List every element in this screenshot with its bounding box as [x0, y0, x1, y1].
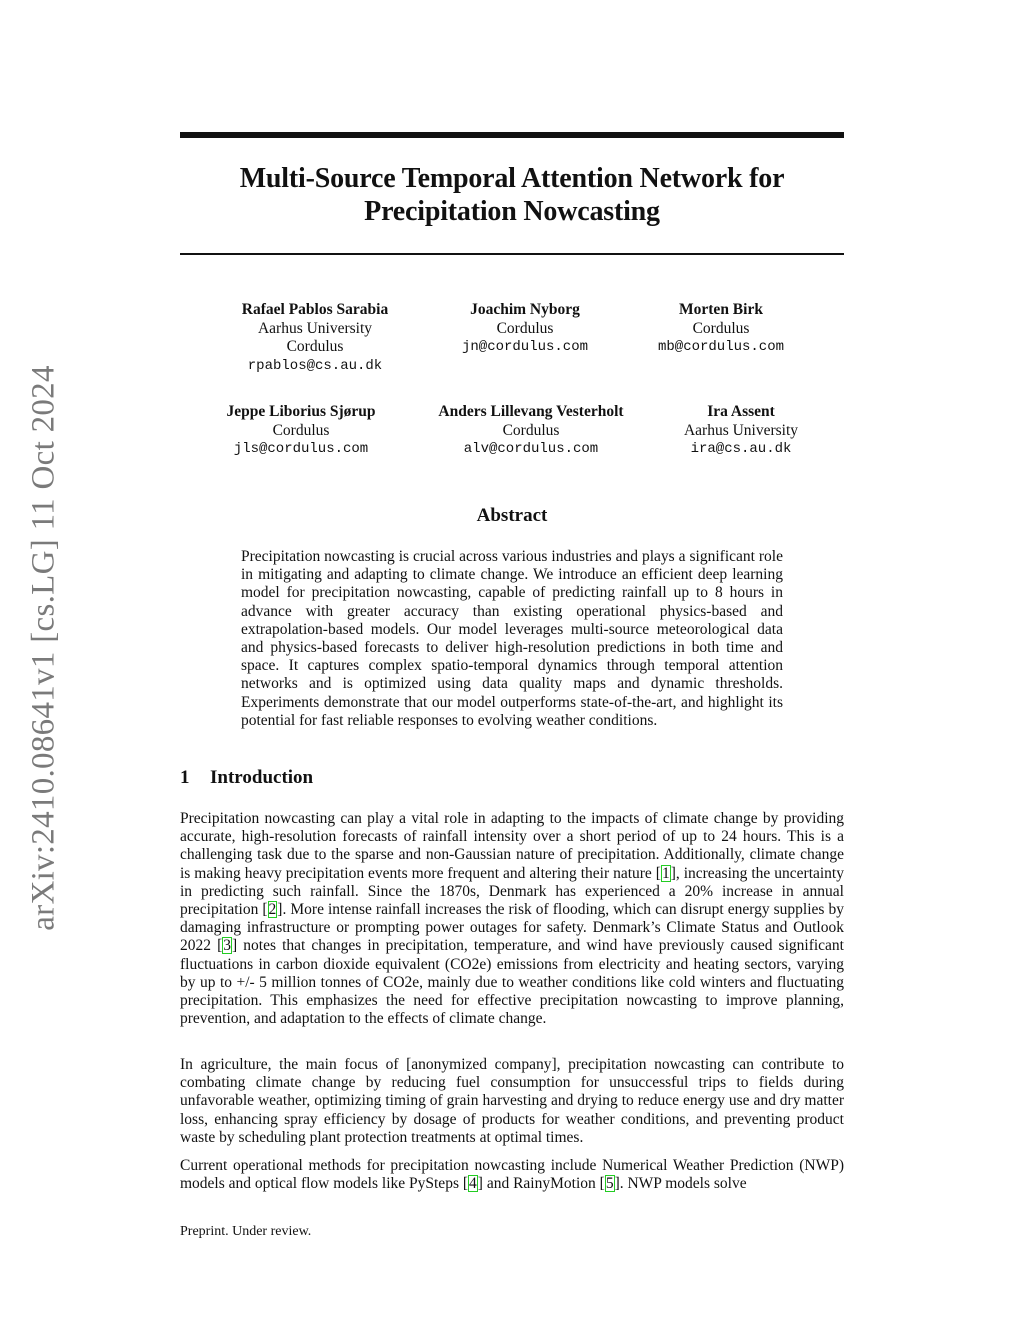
footer-note: Preprint. Under review. [180, 1224, 312, 1239]
section-title: Introduction [210, 767, 314, 788]
author-block [242, 301, 388, 375]
section-number: 1 [180, 767, 190, 788]
author-block [438, 403, 623, 459]
author-name: Ira Assent [707, 403, 775, 420]
author-name: Morten Birk [679, 301, 763, 318]
paragraph-text: , increasing the uncertainty in predicting such rainfall. Since the 1870s, Denmark has experienced a 20% increase in annual precipitation [180, 864, 844, 919]
arxiv-identifier: arXiv:2410.08641v1 [cs.LG] 11 Oct 2024 [25, 365, 62, 931]
author-name: Anders Lillevang Vesterholt [438, 403, 624, 420]
author-affiliation: Aarhus University [257, 319, 373, 337]
author-name: Jeppe Liborius Sjørup [226, 403, 376, 420]
paragraph-text: . NWP models solve [619, 1175, 747, 1193]
author-affiliation: Aarhus University [683, 421, 799, 439]
author-block [462, 301, 588, 357]
citation-link[interactable]: 4 [469, 1175, 477, 1193]
section-heading [180, 767, 313, 789]
intro-paragraph-3: Current operational methods for precipitation nowcasting include Numerical Weather Prediction (NWP) models and optical flow models like PySteps [4] and RainyMotion [5]. NWP models solve [180, 1157, 844, 1193]
paragraph-text: Precipitation nowcasting can play a vital role in adapting to the impacts of climate change by providing accurate, high-resolution forecasts of rainfall intensity over a short period of up to 24 hours. This is a challenging task due to the sparse and non-Gaussian nature of precipitation. Additionally, climate change is making heavy precipitation events more frequent and altering their nature [180, 810, 844, 882]
citation-link[interactable]: 3 [223, 937, 232, 955]
author-block [226, 403, 375, 459]
author-email[interactable]: jn@cordulus.com [461, 339, 589, 355]
citation-link[interactable]: 1 [661, 864, 670, 882]
author-affiliation: Cordulus [272, 421, 330, 439]
author-affiliation: Cordulus [496, 319, 554, 337]
author-email[interactable]: rpablos@cs.au.dk [247, 357, 383, 374]
citation-link[interactable]: 2 [268, 901, 277, 919]
title-top-rule [180, 132, 844, 138]
author-email[interactable]: alv@cordulus.com [463, 441, 599, 457]
paragraph-text: notes that changes in precipitation, temperature, and wind have previously caused significant fluctuations in carbon dioxide equivalent (CO2e) emissions from electricity and heating sectors, varying by up to +/- 5 million tonnes of CO2e, mainly due to weather conditions like cold winters and fluctuating precipitation. This emphasizes the need for effective precipitation nowcasting to improve planning, prevention, and adaptation to the effects of climate change. [180, 937, 844, 1028]
abstract-text: Precipitation nowcasting is crucial across various industries and plays a significant role in mitigating and adapting to climate change. We introduce an efficient deep learning model for precipitation nowcasting, capable of predicting rainfall up to 8 hours in advance with greater accuracy than existing operational physics-based and extrapolation-based models. Our model leverages multi-source meteorological data and physics-based forecasts to deliver high-resolution predictions in both time and space. It captures complex spatio-temporal dynamics through temporal attention networks and is optimized using data quality maps and dynamic thresholds. Experiments demonstrate that our model outperforms state-of-the-art, and highlight its potential for fast reliable responses to evolving weather conditions. [241, 548, 783, 729]
author-name: Joachim Nyborg [470, 301, 580, 318]
author-block [684, 403, 798, 459]
author-email[interactable]: jls@cordulus.com [233, 441, 369, 457]
citation-link[interactable]: 5 [605, 1175, 614, 1193]
intro-paragraph-1: Precipitation nowcasting can play a vital role in adapting to the impacts of climate change by providing accurate, high-resolution forecasts of rainfall intensity over a short period of up to 24 hours. This is a challenging task due to the sparse and non-Gaussian nature of precipitation. Additionally, climate change is making heavy precipitation events more frequent and altering their nature [1], increasing the uncertainty in predicting such rainfall. Since the 1870s, Denmark has experienced a 20% increase in annual precipitation [2]. More intense rainfall increases the risk of flooding, which can disrupt energy supplies by damaging infrastructure or prompting power outages for safety. Denmark’s Climate Status and Outlook 2022 [3] notes that changes in precipitation, temperature, and wind have previously caused significant fluctuations in carbon dioxide equivalent (CO2e) emissions from electricity and heating sectors, varying by up to +/- 5 million tonnes of CO2e, mainly due to weather conditions like cold winters and fluctuating precipitation. This emphasizes the need for effective precipitation nowcasting to improve planning, prevention, and adaptation to the effects of climate change. [180, 810, 844, 1028]
title-bottom-rule [180, 253, 844, 255]
author-affiliation: Cordulus [286, 338, 344, 355]
author-name: Rafael Pablos Sarabia [241, 301, 389, 318]
author-block [658, 301, 784, 357]
paragraph-text: . More intense rainfall increases the risk of flooding, which can disrupt energy supplies by damaging infrastructure or prompting power outages for safety. Denmark’s Climate Status and Outlook 2022 [180, 901, 844, 955]
intro-paragraph-2: In agriculture, the main focus of [anonymized company], precipitation nowcasting can contribute to combating climate change by reducing fuel consumption for unsuccessful trips to fields during unfavorable weather, optimizing timing of grain harvesting and drying to reduce energy use and dry matter loss, enhancing spray efficiency by dosage of products for weather conditions, and preventing product waste by scheduling plant protection treatments at optimal times. [180, 1056, 844, 1146]
author-affiliation: Cordulus [502, 421, 560, 439]
author-affiliation: Cordulus [692, 319, 750, 337]
abstract-heading: Abstract [476, 505, 548, 526]
paragraph-text: and RainyMotion [482, 1175, 600, 1193]
paper-title: Multi-Source Temporal Attention Network for Precipitation Nowcasting [239, 163, 785, 227]
author-email[interactable]: mb@cordulus.com [657, 339, 785, 355]
paragraph-text: Current operational methods for precipitation nowcasting include Numerical Weather Prediction (NWP) models and optical flow models like PySteps [180, 1157, 844, 1193]
author-email[interactable]: ira@cs.au.dk [690, 441, 792, 457]
